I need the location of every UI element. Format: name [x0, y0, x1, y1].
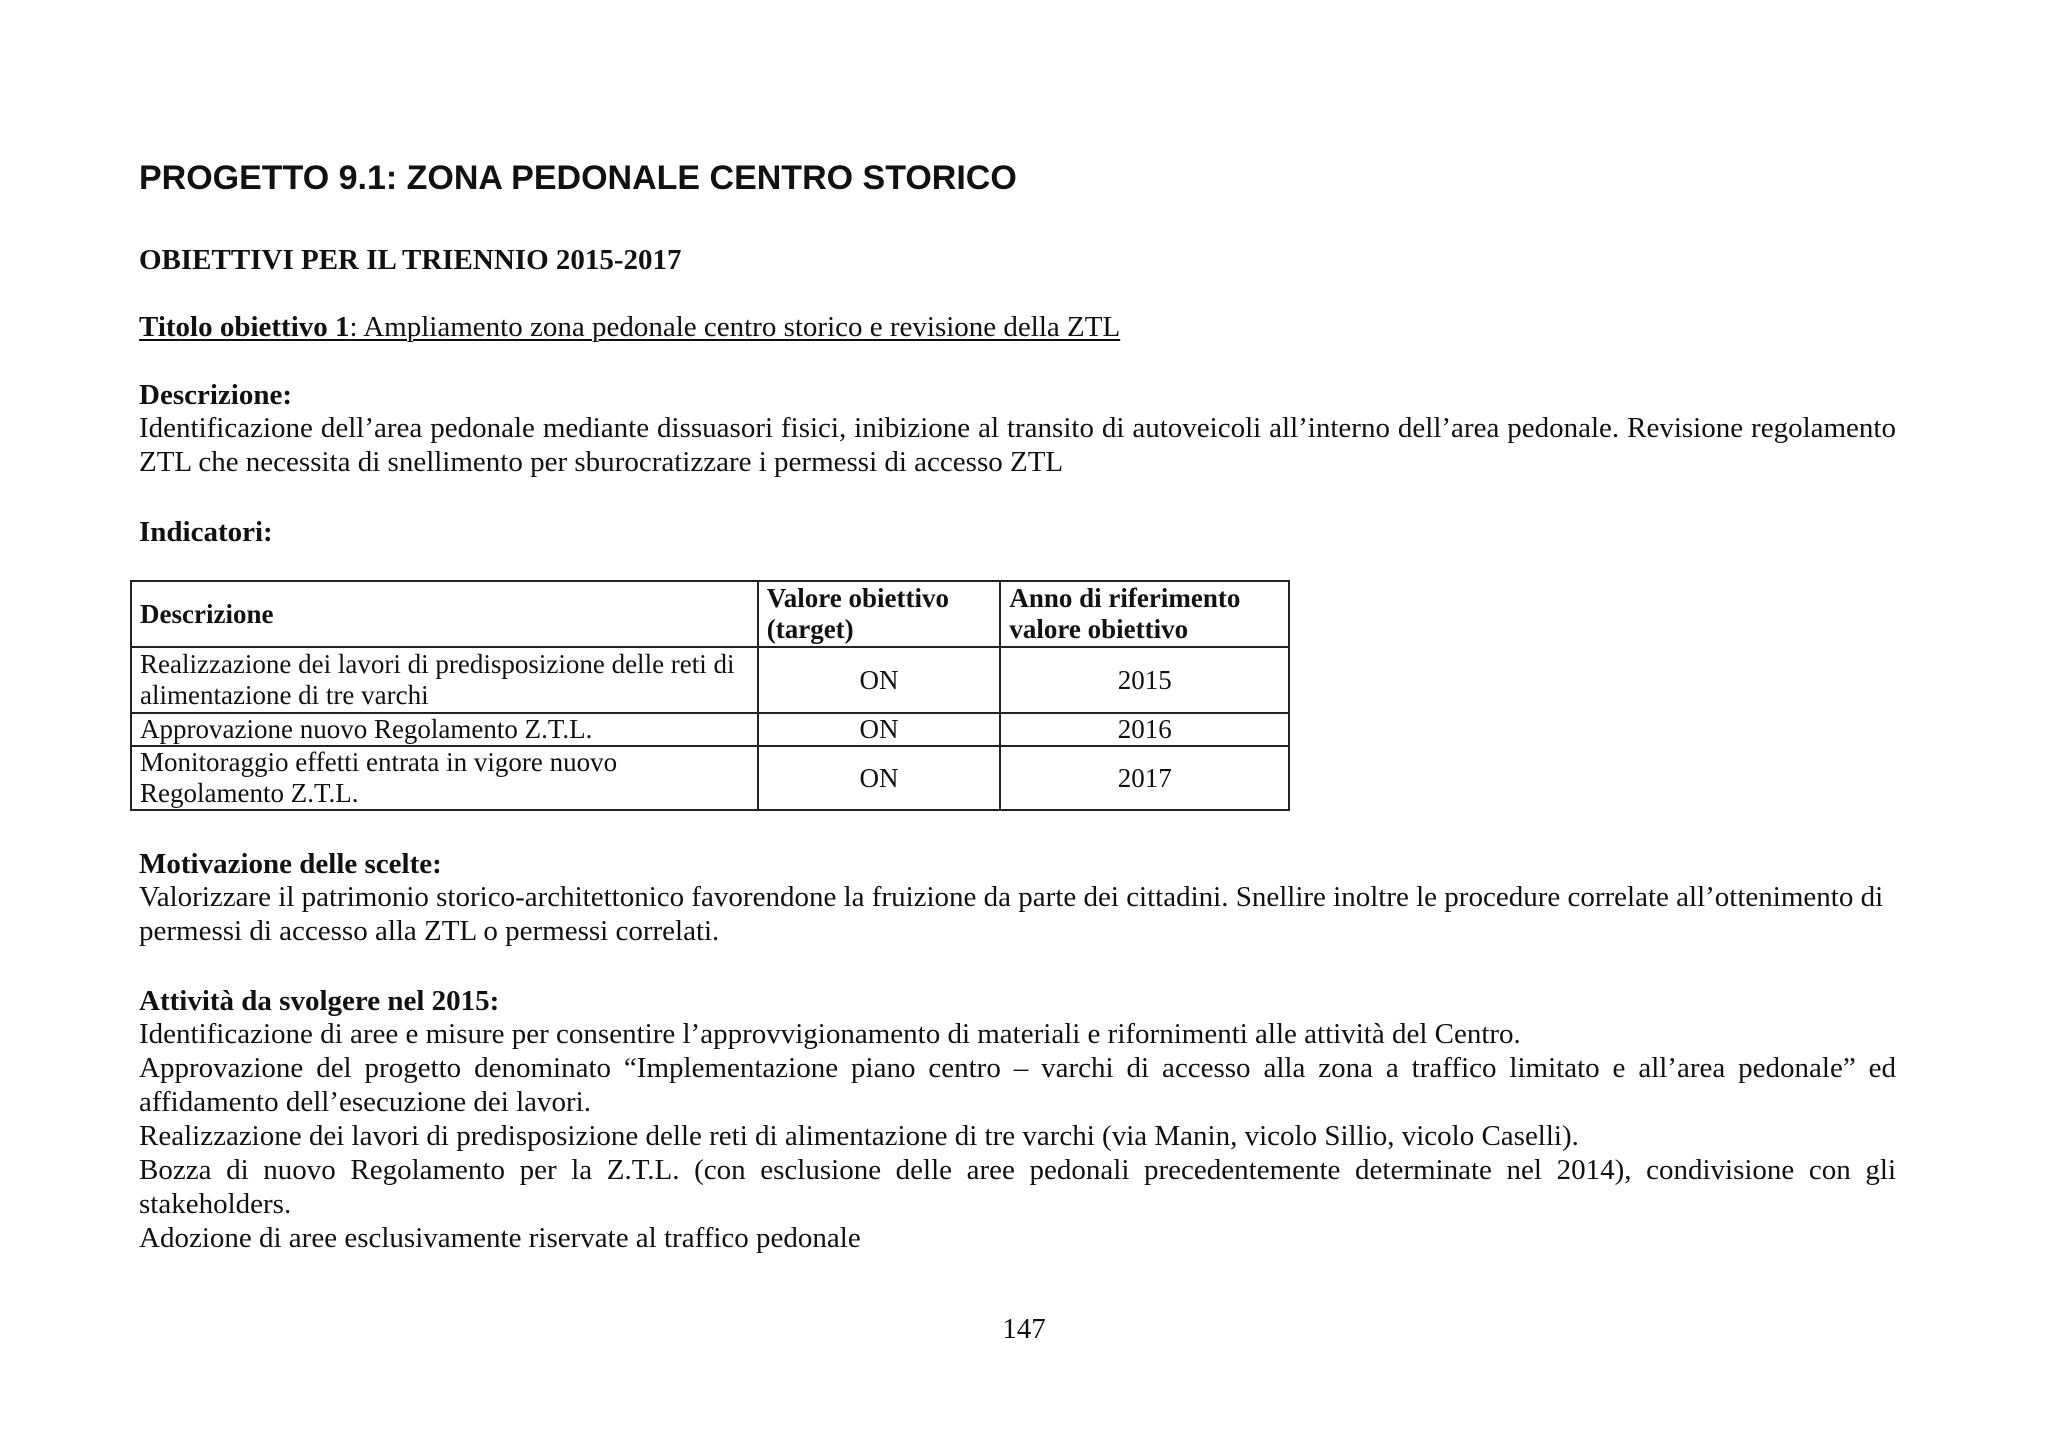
- objective-title: [139, 309, 1120, 345]
- indicators-table: [130, 580, 1290, 811]
- activity-item: Adozione di aree esclusivamente riservate al traffico pedonale: [139, 1222, 861, 1254]
- cell-target: ON: [758, 647, 1001, 713]
- table-header-row: [131, 581, 1289, 647]
- indicators-heading: Indicatori:: [139, 516, 273, 548]
- cell-year: 2017: [1000, 746, 1289, 810]
- activity-item: Identificazione di aree e misure per consentire l’approvvigionamento di materiali e rifornimenti alle attività del Centro.: [139, 1018, 1521, 1050]
- motivation-heading: Motivazione delle scelte:: [139, 848, 442, 880]
- description-heading: Descrizione:: [139, 379, 292, 411]
- section-subtitle: OBIETTIVI PER IL TRIENNIO 2015-2017: [139, 244, 682, 276]
- cell-year: 2016: [1000, 713, 1289, 746]
- description-text: Identificazione dell’area pedonale mediante dissuasori fisici, inibizione al transito di autoveicoli all’interno dell’area pedonale. Revisione regolamento ZTL che necessita di snellimento per sburocratizzare i permessi di accesso ZTL: [139, 412, 1896, 478]
- page-title: PROGETTO 9.1: ZONA PEDONALE CENTRO STORICO: [139, 159, 1017, 197]
- table-row: [131, 713, 1289, 746]
- activities-heading: Attività da svolgere nel 2015:: [139, 985, 500, 1017]
- objective-text: : Ampliamento zona pedonale centro storico e revisione della ZTL: [349, 311, 1121, 343]
- page-number: 147: [1002, 1313, 1046, 1345]
- cell-target: ON: [758, 713, 1001, 746]
- cell-description: Approvazione nuovo Regolamento Z.T.L.: [131, 713, 758, 746]
- cell-year: 2015: [1000, 647, 1289, 713]
- cell-description: Monitoraggio effetti entrata in vigore nuovo Regolamento Z.T.L.: [131, 746, 758, 810]
- activity-item: Bozza di nuovo Regolamento per la Z.T.L. (con esclusione delle aree pedonali precedentemente determinate nel 2014), condivisione con gli stakeholders.: [139, 1154, 1896, 1220]
- activity-item: Approvazione del progetto denominato “Implementazione piano centro – varchi di accesso alla zona a traffico limitato e all’area pedonale” ed affidamento dell’esecuzione dei lavori.: [139, 1052, 1896, 1118]
- activity-item: Realizzazione dei lavori di predisposizione delle reti di alimentazione di tre varchi (via Manin, vicolo Sillio, vicolo Caselli).: [139, 1120, 1579, 1152]
- column-header-reference-year: Anno di riferimento valore obiettivo: [1000, 581, 1289, 647]
- table-row: [131, 746, 1289, 810]
- table-row: [131, 647, 1289, 713]
- cell-description: Realizzazione dei lavori di predisposizione delle reti di alimentazione di tre varchi: [131, 647, 758, 713]
- column-header-target: Valore obiettivo (target): [758, 581, 1001, 647]
- motivation-text: Valorizzare il patrimonio storico-architettonico favorendone la fruizione da parte dei cittadini. Snellire inoltre le procedure correlate all’ottenimento di permessi di accesso alla ZTL o permessi correlati.: [139, 881, 1884, 947]
- cell-target: ON: [758, 746, 1001, 810]
- column-header-description: Descrizione: [131, 581, 758, 647]
- objective-label: Titolo obiettivo 1: [139, 311, 350, 343]
